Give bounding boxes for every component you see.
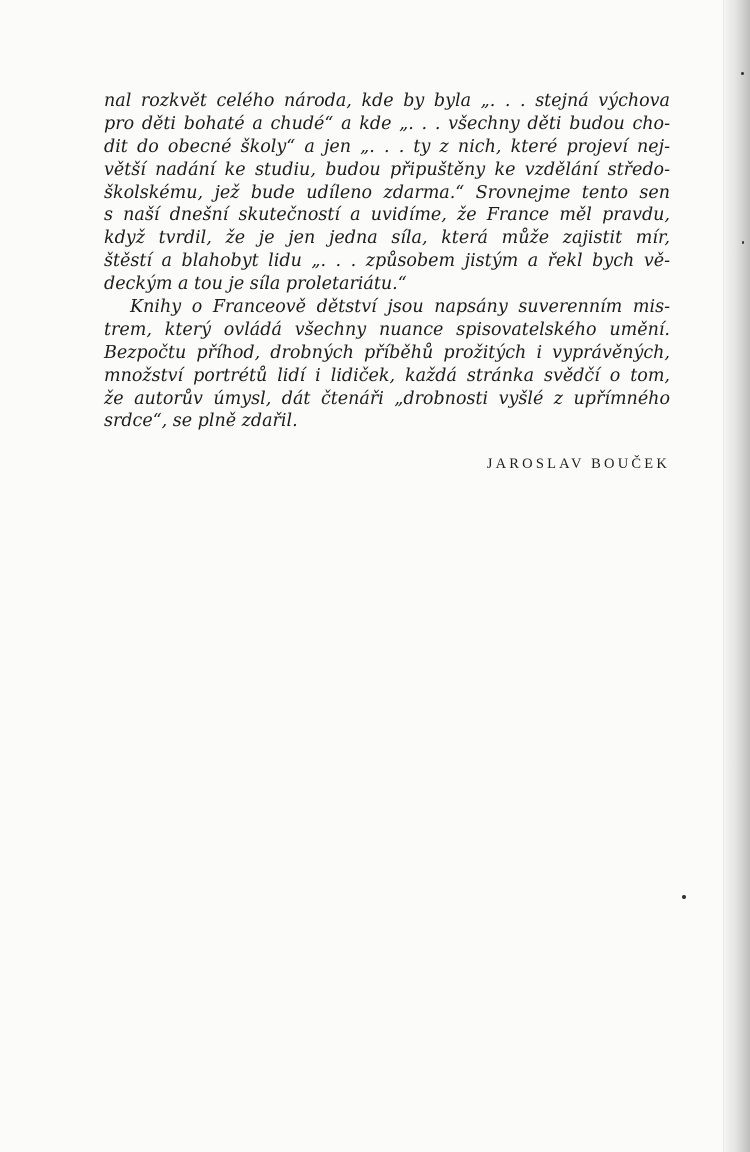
text-line: školskému, jež bude udíleno zdarma.“ Srovnejme tento sen [104, 182, 670, 203]
text-line: nal rozkvět celého národa, kde by byla „. . . stejná výchova [104, 91, 670, 111]
text-line: pro děti bohaté a chudé“ a kde „. . . všechny děti budou cho- [104, 113, 670, 134]
author-signature: JAROSLAV BOUČEK [486, 456, 670, 472]
speck [741, 72, 744, 75]
speck [682, 895, 686, 899]
text-line: dit do obecné školy“ a jen „. . . ty z nich, které projeví nej- [104, 136, 670, 157]
text-line: větší nadání ke studiu, budou připuštěny ke vzdělání středo- [104, 159, 670, 180]
page-edge-shadow [724, 0, 750, 1152]
text-line: množství portrétů lidí i lidiček, každá stránka svědčí o tom, [104, 365, 670, 386]
text-line: že autorův úmysl, dát čtenáři „drobnosti vyšlé z upřímného [104, 388, 670, 409]
text-line: srdce“, se plně zdařil. [104, 411, 298, 432]
text-line: trem, který ovládá všechny nuance spisovatelského umění. [104, 319, 670, 340]
speck [742, 241, 744, 244]
text-line: štěstí a blahobyt lidu „. . . způsobem jistým a řekl bych vě- [104, 251, 670, 272]
article-text [104, 90, 670, 433]
text-line: Knihy o Franceově dětství jsou napsány suverenním mis- [130, 297, 670, 318]
text-line: když tvrdil, že je jen jedna síla, která může zajistit mír, [104, 228, 670, 249]
text-line: Bezpočtu příhod, drobných příběhů prožitých i vyprávěných, [104, 342, 670, 363]
text-line: deckým a tou je síla proletariátu.“ [104, 274, 407, 295]
text-line: s naší dnešní skutečností a uvidíme, že France měl pravdu, [104, 205, 670, 226]
